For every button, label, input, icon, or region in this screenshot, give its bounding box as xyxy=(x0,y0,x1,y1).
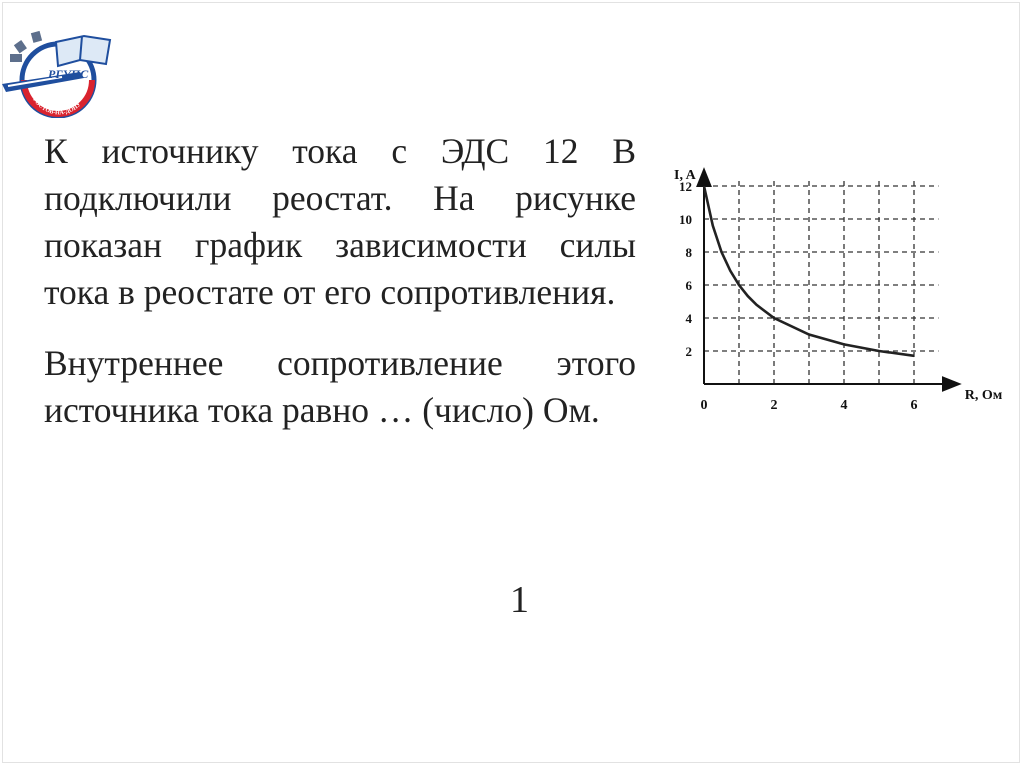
problem-paragraph-1: К источнику тока с ЭДС 12 В подключили реостат. На рисунке показан график зависимости силы тока в реостате от его сопротивления. xyxy=(44,131,636,312)
y-tick-label: 2 xyxy=(685,344,692,359)
x-tick-label: 4 xyxy=(840,398,848,413)
logo-label: РГУПС xyxy=(48,67,89,81)
problem-statement xyxy=(44,128,636,434)
x-axis-label: R, Ом xyxy=(964,388,1003,403)
y-tick-label: 10 xyxy=(679,212,692,227)
problem-paragraph-2: Внутреннее сопротивление этого источника тока равно … (число) Ом. xyxy=(44,343,636,430)
x-tick-label: 6 xyxy=(910,398,918,413)
current-vs-resistance-chart xyxy=(668,166,1003,416)
tick-labels xyxy=(679,179,918,413)
university-logo xyxy=(2,22,120,118)
x-tick-label: 0 xyxy=(700,398,708,413)
y-axis-label: I, A xyxy=(674,168,696,183)
y-tick-label: 8 xyxy=(685,245,692,260)
y-tick-label: 12 xyxy=(679,179,692,194)
y-tick-label: 4 xyxy=(685,311,692,326)
logo-ring-text: РОСТОВ-НА-ДОНУ xyxy=(31,97,83,117)
y-tick-label: 6 xyxy=(685,278,692,293)
x-tick-label: 2 xyxy=(770,398,778,413)
answer-value: 1 xyxy=(510,579,529,621)
